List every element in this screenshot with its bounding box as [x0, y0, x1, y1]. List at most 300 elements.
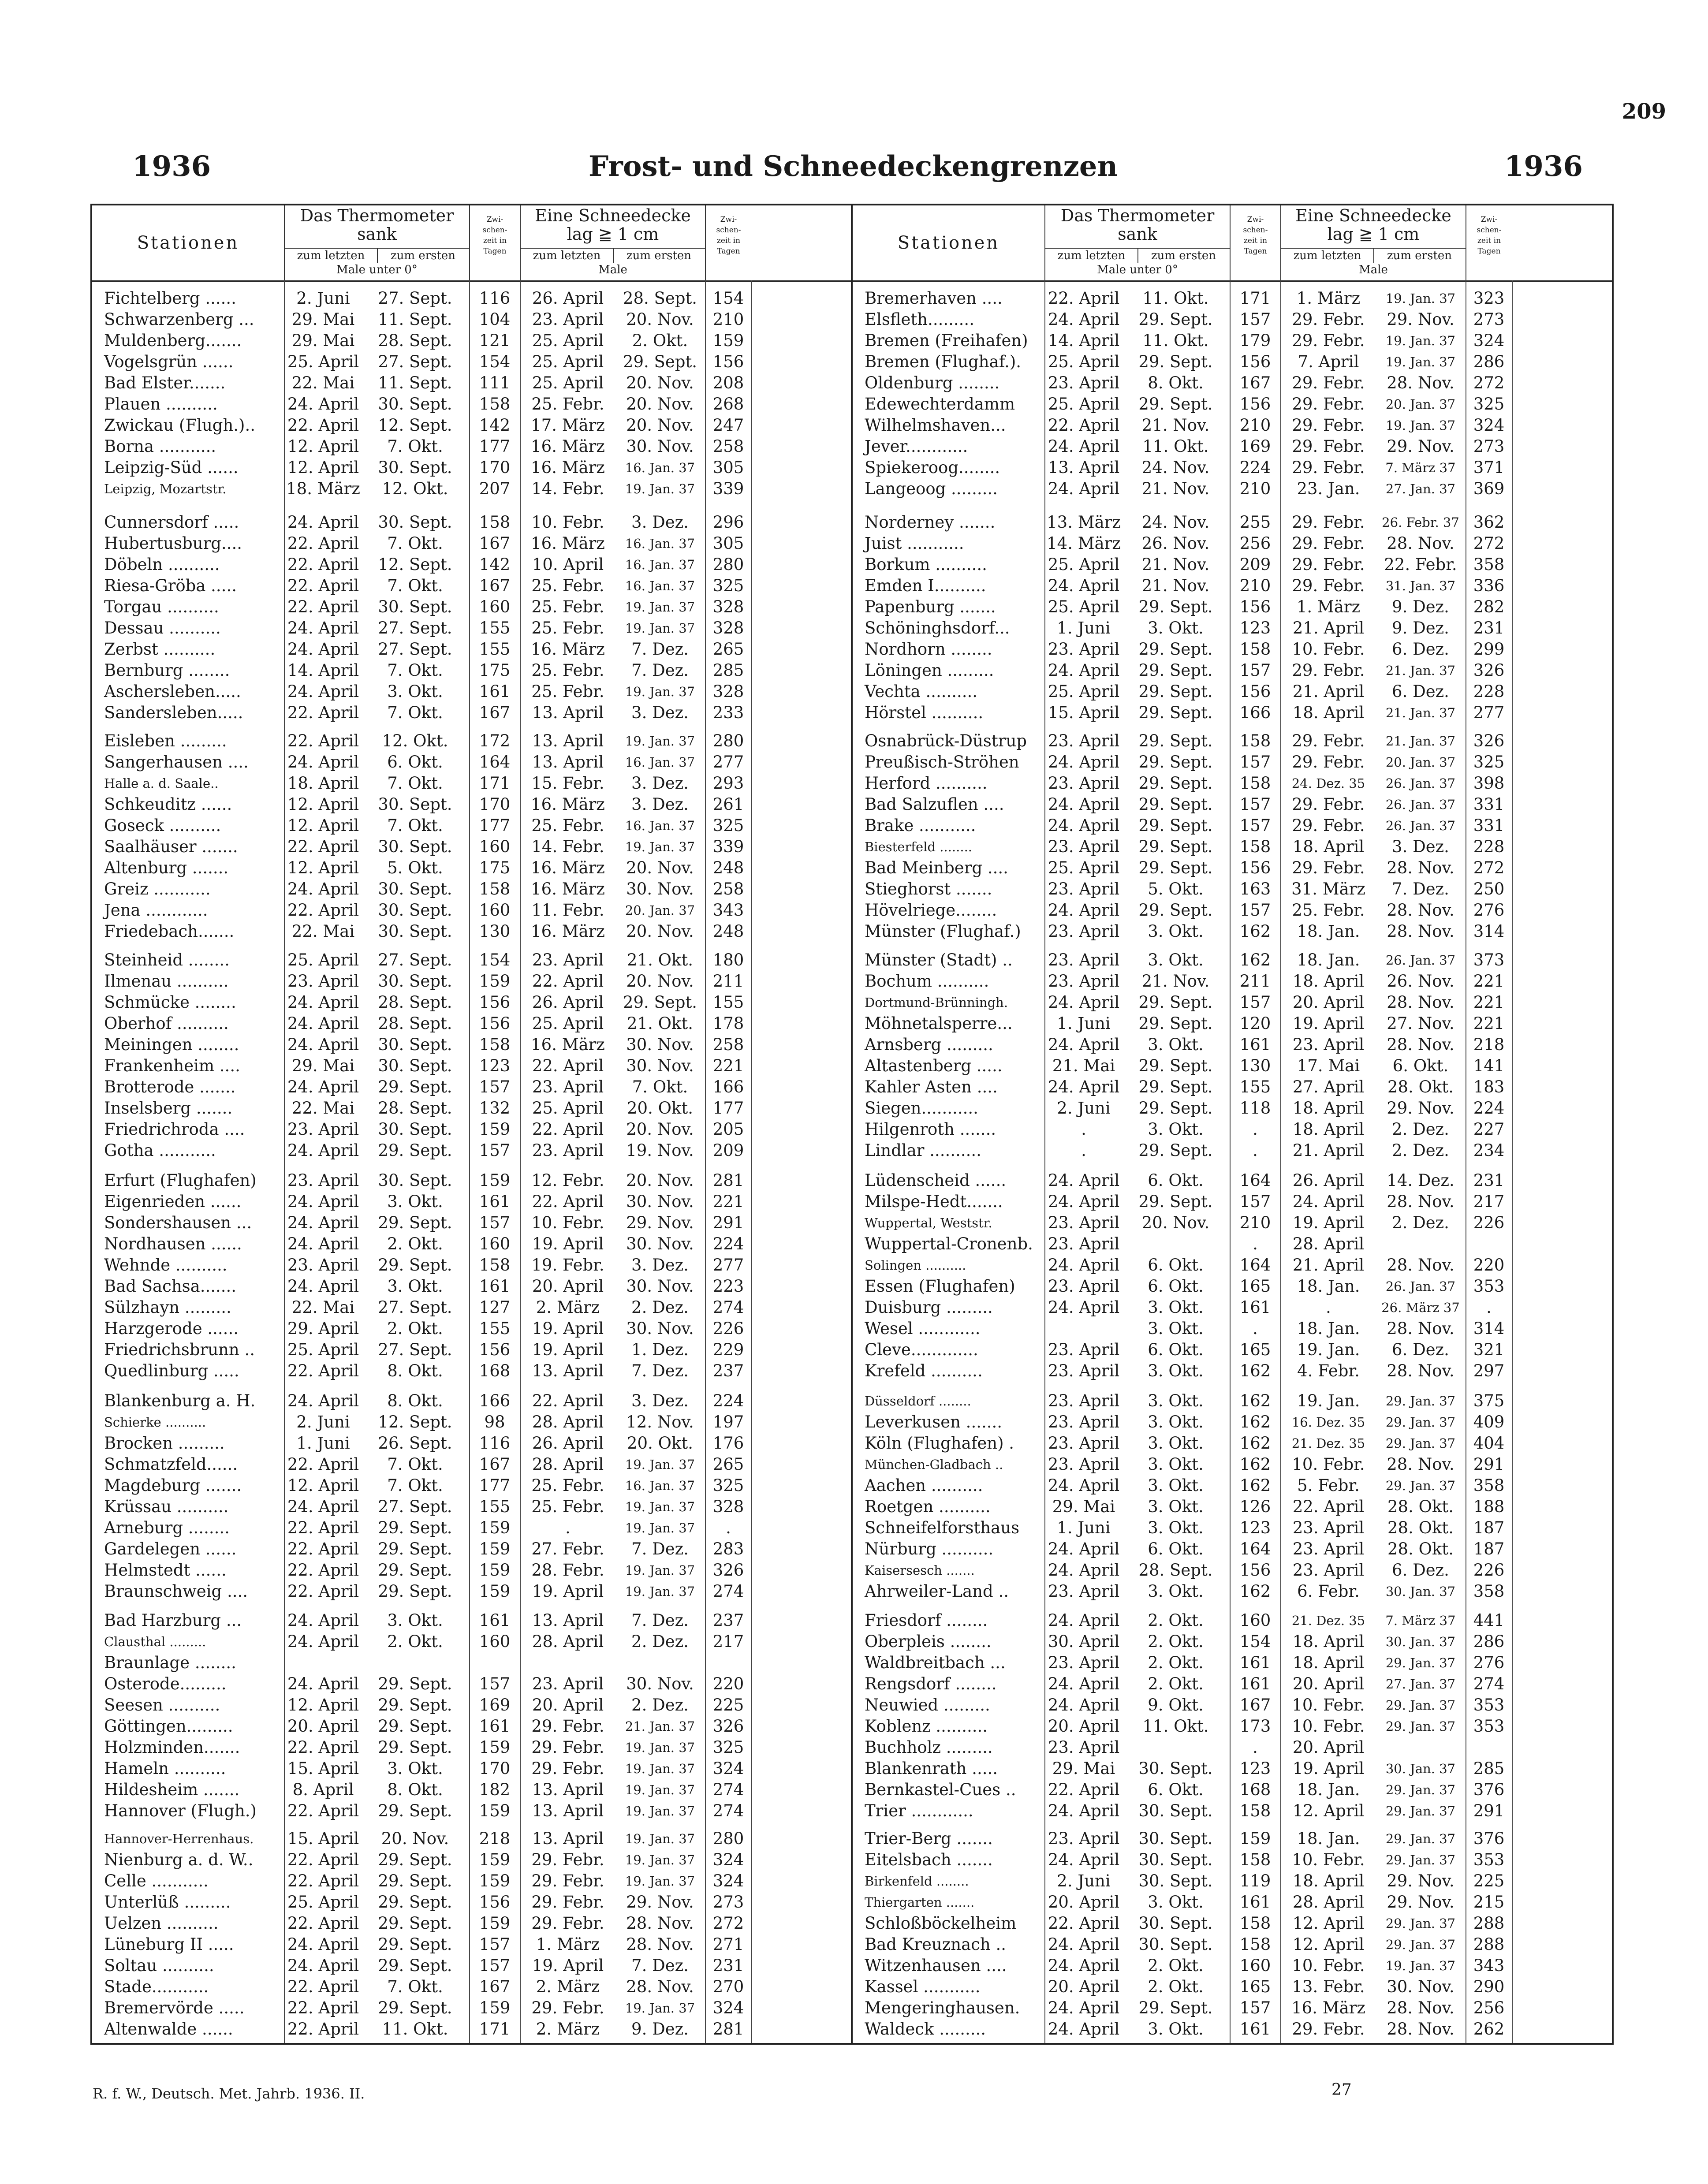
cell-col-4: 13. April: [532, 1801, 604, 1820]
cell-col-2: 30. Sept.: [378, 1171, 452, 1190]
table-left-half: [92, 205, 851, 2043]
cell-col-0: Eigenrieden ......: [104, 1192, 242, 1211]
cell-col-2: 2. Okt.: [387, 1234, 443, 1253]
cell-col-0: Blankenrath .....: [865, 1759, 998, 1778]
table-row: [92, 1828, 851, 1849]
cell-col-1: 22. April: [287, 1561, 359, 1580]
table-row: [853, 1652, 1612, 1673]
cell-col-1: 24. April: [287, 1234, 359, 1253]
cell-col-5: 29. Nov.: [1387, 1099, 1454, 1118]
cell-col-2: 29. Sept.: [378, 1518, 452, 1537]
cell-col-2: 8. Okt.: [387, 1361, 443, 1380]
cell-col-3: 160: [479, 1234, 511, 1253]
cell-col-6: 281: [712, 1171, 744, 1190]
cell-col-4: 16. März: [531, 640, 605, 659]
cell-col-0: Brocken .........: [104, 1434, 225, 1453]
cell-col-4: 20. April: [532, 1696, 604, 1714]
cell-col-3: 157: [479, 1077, 511, 1096]
cell-col-6: 326: [712, 1717, 744, 1736]
cell-col-0: Halle a. d. Saale..: [104, 776, 219, 791]
cell-col-2: 29. Sept.: [1138, 1056, 1213, 1075]
cell-col-4: 7. April: [1298, 352, 1359, 371]
table-row: [853, 1170, 1612, 1191]
table-row: [92, 879, 851, 900]
cell-col-0: Plauen ..........: [104, 395, 218, 414]
cell-col-3: .: [1253, 1141, 1258, 1160]
cell-col-4: 20. April: [1292, 1738, 1365, 1757]
cell-col-1: 12. April: [287, 795, 359, 814]
cell-col-4: 2. März: [536, 1298, 600, 1317]
cell-col-2: 30. Sept.: [378, 1120, 452, 1139]
cell-col-4: 16. März: [531, 458, 605, 477]
cell-col-0: Hilgenroth .......: [865, 1120, 996, 1139]
cell-col-3: 162: [1239, 1391, 1271, 1410]
cell-col-4: 12. April: [1292, 1801, 1365, 1820]
table-row: [92, 288, 851, 309]
cell-col-0: Krüssau ..........: [104, 1497, 229, 1516]
cell-col-0: Soltau ..........: [104, 1956, 214, 1975]
cell-col-5: 30. Nov.: [626, 1277, 694, 1296]
cell-col-2: 11. Okt.: [1142, 437, 1209, 456]
cell-col-0: Helmstedt ......: [104, 1561, 227, 1580]
cell-col-2: 29. Sept.: [1138, 837, 1213, 856]
cell-col-1: 22. April: [287, 534, 359, 553]
cell-col-0: Nürburg ..........: [865, 1539, 994, 1558]
cell-col-6: 326: [1473, 661, 1505, 680]
cell-col-1: 24. April: [287, 880, 359, 898]
cell-col-2: 28. Sept.: [378, 1099, 452, 1118]
cell-col-0: Bad Sachsa.......: [104, 1277, 237, 1296]
cell-col-0: Herford ..........: [865, 774, 988, 793]
cell-col-6: 286: [1473, 1632, 1505, 1651]
cell-col-0: Dortmund-Brünningh.: [865, 995, 1008, 1010]
cell-col-5: 29. Jan. 37: [1385, 1394, 1456, 1409]
cell-col-3: 155: [1239, 1077, 1271, 1096]
cell-col-0: Vogelsgrün ......: [104, 352, 234, 371]
table-row: [853, 1212, 1612, 1234]
cell-col-5: 30. Nov.: [626, 1035, 694, 1054]
cell-col-3: 157: [479, 1956, 511, 1975]
header-between-2: Zwi- schen- zeit in Tagen: [705, 205, 751, 280]
cell-col-3: 157: [479, 1141, 511, 1160]
cell-col-6: 231: [712, 1956, 744, 1975]
cell-col-5: 19. Jan. 37: [625, 684, 695, 699]
cell-col-4: 25. Febr.: [531, 619, 604, 637]
cell-col-2: 21. Nov.: [1141, 576, 1210, 595]
cell-col-2: 3. Okt.: [1148, 1035, 1204, 1054]
cell-col-4: 13. April: [532, 753, 604, 771]
cell-col-4: 29. Febr.: [1292, 458, 1365, 477]
cell-col-2: 29. Sept.: [378, 1141, 452, 1160]
table-row: [853, 1255, 1612, 1276]
table-row: [853, 794, 1612, 815]
cell-col-6: 339: [712, 479, 744, 498]
cell-col-6: 197: [712, 1413, 744, 1431]
cell-col-0: Milspe-Hedt.......: [865, 1192, 1003, 1211]
cell-col-4: 20. April: [1292, 993, 1365, 1012]
cell-col-3: 177: [479, 816, 511, 835]
cell-col-3: 210: [1239, 1213, 1271, 1232]
cell-col-0: Hörstel ..........: [865, 703, 984, 722]
cell-col-4: 29. Febr.: [1292, 395, 1365, 414]
cell-col-5: 19. Jan. 37: [625, 600, 695, 615]
cell-col-6: 353: [1473, 1850, 1505, 1869]
header-male-thermo: Male unter 0°: [336, 263, 418, 276]
cell-col-1: 23. April: [1048, 880, 1120, 898]
cell-col-2: 7. Okt.: [387, 1455, 443, 1474]
cell-col-0: Lüdenscheid ......: [865, 1171, 1007, 1190]
cell-col-4: 10. Febr.: [531, 513, 604, 532]
cell-col-0: Dessau ..........: [104, 619, 221, 637]
cell-col-6: 314: [1473, 922, 1505, 941]
cell-col-6: 268: [712, 395, 744, 414]
cell-col-2: 2. Okt.: [1148, 1611, 1204, 1630]
cell-col-2: 3. Okt.: [1148, 2020, 1204, 2039]
station-group: [92, 512, 851, 723]
cell-col-4: 18. Jan.: [1297, 950, 1360, 969]
cell-col-1: 24. April: [287, 619, 359, 637]
cell-col-6: 273: [1473, 310, 1505, 329]
cell-col-6: 237: [712, 1611, 744, 1630]
cell-col-2: 29. Sept.: [378, 1871, 452, 1890]
cell-col-2: 3. Okt.: [387, 1192, 443, 1211]
cell-col-5: 28. Okt.: [1387, 1497, 1454, 1516]
cell-col-6: 208: [712, 373, 744, 392]
cell-col-4: 10. Febr.: [1292, 1850, 1365, 1869]
cell-col-3: 162: [1239, 1434, 1271, 1453]
column-header: [853, 205, 1612, 282]
cell-col-5: 28. Nov.: [1387, 1256, 1454, 1275]
cell-col-4: 29. Febr.: [1292, 576, 1365, 595]
cell-col-5: 19. Jan. 37: [1385, 333, 1456, 348]
cell-col-5: 29. Nov.: [626, 1213, 694, 1232]
cell-col-6: 441: [1473, 1611, 1505, 1630]
cell-col-1: 24. April: [1048, 1801, 1120, 1820]
cell-col-4: 20. April: [1292, 1674, 1365, 1693]
cell-col-1: 24. April: [1048, 1956, 1120, 1975]
cell-col-2: 7. Okt.: [387, 534, 443, 553]
cell-col-0: Borkum ..........: [865, 555, 987, 574]
cell-col-2: 28. Sept.: [378, 993, 452, 1012]
cell-col-4: 28. Febr.: [531, 1561, 604, 1580]
cell-col-4: 28. April: [1292, 1234, 1365, 1253]
cell-col-0: Düsseldorf ........: [865, 1394, 971, 1409]
cell-col-0: Döbeln ..........: [104, 555, 220, 574]
cell-col-0: Schierke ..........: [104, 1415, 206, 1430]
cell-col-5: 21. Okt.: [627, 950, 693, 969]
cell-col-3: 160: [479, 1632, 511, 1651]
cell-col-0: Sangerhausen ....: [104, 753, 249, 771]
cell-col-1: 24. April: [287, 395, 359, 414]
cell-col-2: 7. Okt.: [387, 816, 443, 835]
cell-col-0: Preußisch-Ströhen: [865, 753, 1019, 771]
table-row: [853, 815, 1612, 836]
cell-col-2: 29. Sept.: [1138, 858, 1213, 877]
table-row: [92, 1055, 851, 1077]
table-row: [92, 394, 851, 415]
cell-col-1: 22. Mai: [291, 1099, 355, 1118]
header-last: zum letzten: [521, 249, 614, 263]
cell-col-1: 20. April: [287, 1717, 359, 1736]
cell-col-2: 29. Sept.: [378, 1539, 452, 1558]
cell-col-0: Waldbreitbach ...: [865, 1653, 1006, 1672]
cell-col-3: 179: [1239, 331, 1271, 350]
cell-col-6: 376: [1473, 1829, 1505, 1848]
cell-col-1: 23. April: [1048, 1234, 1120, 1253]
cell-col-0: Muldenberg.......: [104, 331, 242, 350]
table-row: [92, 1581, 851, 1602]
header-snow: [1280, 205, 1466, 280]
cell-col-5: 2. Dez.: [631, 1696, 689, 1714]
cell-col-1: 23. April: [1048, 1213, 1120, 1232]
cell-col-1: 2. Juni: [296, 1413, 350, 1431]
cell-col-1: 22. April: [287, 597, 359, 616]
cell-col-5: 19. Jan. 37: [625, 839, 695, 854]
table-row: [92, 533, 851, 554]
cell-col-6: 314: [1473, 1319, 1505, 1338]
cell-col-0: Schneifelforsthaus: [865, 1518, 1020, 1537]
cell-col-2: 29. Sept.: [378, 1914, 452, 1933]
cell-col-6: 270: [712, 1977, 744, 1996]
cell-col-3: 142: [479, 416, 511, 435]
cell-col-3: 159: [479, 1914, 511, 1933]
cell-col-4: 10. Febr.: [531, 1213, 604, 1232]
cell-col-1: 25. April: [287, 950, 359, 969]
cell-col-2: 3. Okt.: [1148, 1893, 1204, 1912]
station-group: [853, 288, 1612, 499]
cell-col-2: 30. Sept.: [378, 880, 452, 898]
cell-col-2: 21. Nov.: [1141, 555, 1210, 574]
table-row: [853, 1828, 1612, 1849]
cell-col-3: 159: [479, 1120, 511, 1139]
table-row: [853, 950, 1612, 971]
cell-col-4: 16. März: [531, 922, 605, 941]
cell-col-2: 6. Okt.: [1148, 1256, 1204, 1275]
cell-col-5: 20. Okt.: [627, 1099, 693, 1118]
cell-col-1: 24. April: [287, 753, 359, 771]
cell-col-5: 30. Nov.: [1387, 1977, 1454, 1996]
cell-col-5: 21. Jan. 37: [1385, 705, 1456, 720]
cell-col-0: Koblenz ..........: [865, 1717, 988, 1736]
table-row: [92, 330, 851, 351]
cell-col-4: 25. April: [532, 331, 604, 350]
table-row: [92, 857, 851, 879]
cell-col-2: 29. Sept.: [1138, 753, 1213, 771]
header-male-snow: Male: [598, 263, 627, 276]
table-row: [853, 836, 1612, 857]
cell-col-1: 25. April: [1048, 597, 1120, 616]
table-row: [853, 1412, 1612, 1433]
table-row: [92, 1539, 851, 1560]
table-row: [92, 1913, 851, 1934]
cell-col-6: 274: [712, 1780, 744, 1799]
cell-col-4: 31. März: [1291, 880, 1365, 898]
cell-col-3: 162: [1239, 950, 1271, 969]
table-row: [92, 1695, 851, 1716]
cell-col-1: 23. April: [287, 1120, 359, 1139]
cell-col-3: 116: [479, 1434, 511, 1453]
cell-col-2: 8. Okt.: [1148, 373, 1204, 392]
cell-col-5: 19. Jan. 37: [625, 1584, 695, 1599]
cell-col-3: .: [1253, 1738, 1258, 1757]
cell-col-5: 19. Jan. 37: [625, 1831, 695, 1846]
header-stations: Stationen: [137, 233, 239, 253]
data-table: [90, 204, 1614, 2045]
cell-col-0: Oberpleis ........: [865, 1632, 992, 1651]
cell-col-6: 331: [1473, 795, 1505, 814]
table-row: [92, 1934, 851, 1955]
cell-col-6: 274: [712, 1582, 744, 1601]
cell-col-4: 16. März: [531, 858, 605, 877]
cell-col-1: 29. Mai: [1052, 1759, 1115, 1778]
cell-col-3: 182: [479, 1780, 511, 1799]
cell-col-0: Papenburg .......: [865, 597, 996, 616]
cell-col-3: .: [1253, 1120, 1258, 1139]
cell-col-0: Cunnersdorf .....: [104, 513, 239, 532]
cell-col-1: 24. April: [1048, 1850, 1120, 1869]
cell-col-1: 29. Mai: [1052, 1497, 1115, 1516]
cell-col-6: 237: [712, 1361, 744, 1380]
cell-col-3: 154: [479, 352, 511, 371]
cell-col-6: 358: [1473, 1582, 1505, 1601]
cell-col-4: 19. Jan.: [1297, 1340, 1360, 1359]
cell-col-4: 16. März: [531, 795, 605, 814]
table-row: [853, 2019, 1612, 2040]
cell-col-5: 26. Jan. 37: [1385, 818, 1456, 833]
table-row: [92, 1077, 851, 1098]
cell-col-2: 5. Okt.: [387, 858, 443, 877]
table-row: [92, 1360, 851, 1382]
cell-col-5: 20. Nov.: [626, 1171, 694, 1190]
table-row: [853, 1800, 1612, 1822]
cell-col-5: 21. Jan. 37: [625, 1719, 695, 1734]
cell-col-2: 28. Sept.: [1138, 1561, 1213, 1580]
cell-col-0: Celle ...........: [104, 1871, 209, 1890]
header-thermometer: [284, 205, 469, 280]
cell-col-3: 159: [479, 1561, 511, 1580]
cell-col-3: 156: [1239, 352, 1271, 371]
table-row: [92, 596, 851, 618]
cell-col-3: 161: [479, 1277, 511, 1296]
cell-col-2: 6. Okt.: [1148, 1539, 1204, 1558]
cell-col-1: 13. März: [1047, 513, 1121, 532]
table-row: [92, 1297, 851, 1318]
cell-col-4: 25. Febr.: [531, 1497, 604, 1516]
cell-col-0: Altenwalde ......: [104, 2020, 233, 2039]
table-row: [92, 1140, 851, 1161]
table-row: [92, 415, 851, 436]
cell-col-2: 6. Okt.: [1148, 1277, 1204, 1296]
cell-col-5: 30. Nov.: [626, 1056, 694, 1075]
cell-col-4: 28. April: [532, 1413, 604, 1431]
cell-col-3: 156: [1239, 395, 1271, 414]
cell-col-2: 30. Sept.: [1138, 1801, 1213, 1820]
station-group: [92, 950, 851, 1161]
cell-col-3: 121: [479, 331, 511, 350]
cell-col-2: 29. Sept.: [1138, 1077, 1213, 1096]
cell-col-6: 247: [712, 416, 744, 435]
table-row: [853, 288, 1612, 309]
cell-col-0: Biesterfeld ........: [865, 839, 973, 854]
cell-col-5: 20. Jan. 37: [1385, 397, 1456, 412]
cell-col-5: 19. Jan. 37: [625, 1499, 695, 1514]
cell-col-6: 274: [1473, 1674, 1505, 1693]
table-row: [92, 971, 851, 992]
cell-col-0: Hannover (Flugh.): [104, 1801, 257, 1820]
cell-col-5: 31. Jan. 37: [1385, 578, 1456, 593]
cell-col-0: Stieghorst .......: [865, 880, 992, 898]
table-row: [853, 730, 1612, 752]
cell-col-6: 353: [1473, 1696, 1505, 1714]
cell-col-2: 12. Sept.: [378, 555, 452, 574]
cell-col-0: Münster (Stadt) ..: [865, 950, 1013, 969]
cell-col-6: 280: [712, 555, 744, 574]
cell-col-1: 24. April: [287, 1956, 359, 1975]
cell-col-0: Möhnetalsperre...: [865, 1014, 1013, 1033]
cell-col-3: 161: [479, 1611, 511, 1630]
cell-col-3: 169: [479, 1696, 511, 1714]
cell-col-3: 168: [479, 1361, 511, 1380]
cell-col-6: 325: [1473, 753, 1505, 771]
table-row: [92, 773, 851, 794]
cell-col-1: 24. April: [287, 513, 359, 532]
table-row: [853, 596, 1612, 618]
cell-col-1: 24. April: [1048, 437, 1120, 456]
cell-col-4: 28. April: [1292, 1893, 1365, 1912]
cell-col-5: 20. Nov.: [626, 1120, 694, 1139]
cell-col-2: 3. Okt.: [1148, 1413, 1204, 1431]
cell-col-0: Bremervörde .....: [104, 1998, 245, 2017]
cell-col-2: 29. Sept.: [378, 1696, 452, 1714]
header-between-2: Zwi- schen- zeit in Tagen: [1466, 205, 1512, 280]
cell-col-6: 224: [712, 1234, 744, 1253]
table-row: [92, 752, 851, 773]
cell-col-1: 23. April: [1048, 1413, 1120, 1431]
cell-col-5: 30. Jan. 37: [1385, 1761, 1456, 1776]
cell-col-3: 156: [479, 993, 511, 1012]
cell-col-6: 218: [1473, 1035, 1505, 1054]
cell-col-1: 22. April: [287, 2020, 359, 2039]
cell-col-5: 26. Jan. 37: [1385, 1279, 1456, 1294]
header-male-thermo: Male unter 0°: [1097, 263, 1178, 276]
cell-col-4: 2. März: [536, 1977, 600, 1996]
header-first: zum ersten: [1151, 249, 1216, 262]
cell-col-0: Münster (Flughaf.): [865, 922, 1021, 941]
cell-col-5: 16. Jan. 37: [625, 1478, 695, 1493]
cell-col-0: Greiz ...........: [104, 880, 211, 898]
cell-col-6: 223: [712, 1277, 744, 1296]
table-row: [853, 1234, 1612, 1255]
cell-col-1: 23. April: [1048, 1738, 1120, 1757]
cell-col-2: 12. Sept.: [378, 416, 452, 435]
cell-col-4: 29. Febr.: [1292, 858, 1365, 877]
cell-col-0: Hubertusburg....: [104, 534, 242, 553]
table-row: [92, 1892, 851, 1913]
cell-col-3: 120: [1239, 1014, 1271, 1033]
cell-col-1: 24. April: [287, 1611, 359, 1630]
cell-col-6: 291: [1473, 1455, 1505, 1474]
table-row: [853, 1297, 1612, 1318]
cell-col-4: 27. Febr.: [531, 1539, 604, 1558]
cell-col-3: 161: [479, 1717, 511, 1736]
table-row: [92, 1849, 851, 1871]
cell-col-4: 29. Febr.: [1292, 437, 1365, 456]
table-row: [92, 1673, 851, 1695]
cell-col-5: 7. Dez.: [631, 1361, 689, 1380]
cell-col-2: 29. Sept.: [1138, 1099, 1213, 1118]
cell-col-5: 19. Jan. 37: [625, 1457, 695, 1472]
cell-col-6: 336: [1473, 576, 1505, 595]
